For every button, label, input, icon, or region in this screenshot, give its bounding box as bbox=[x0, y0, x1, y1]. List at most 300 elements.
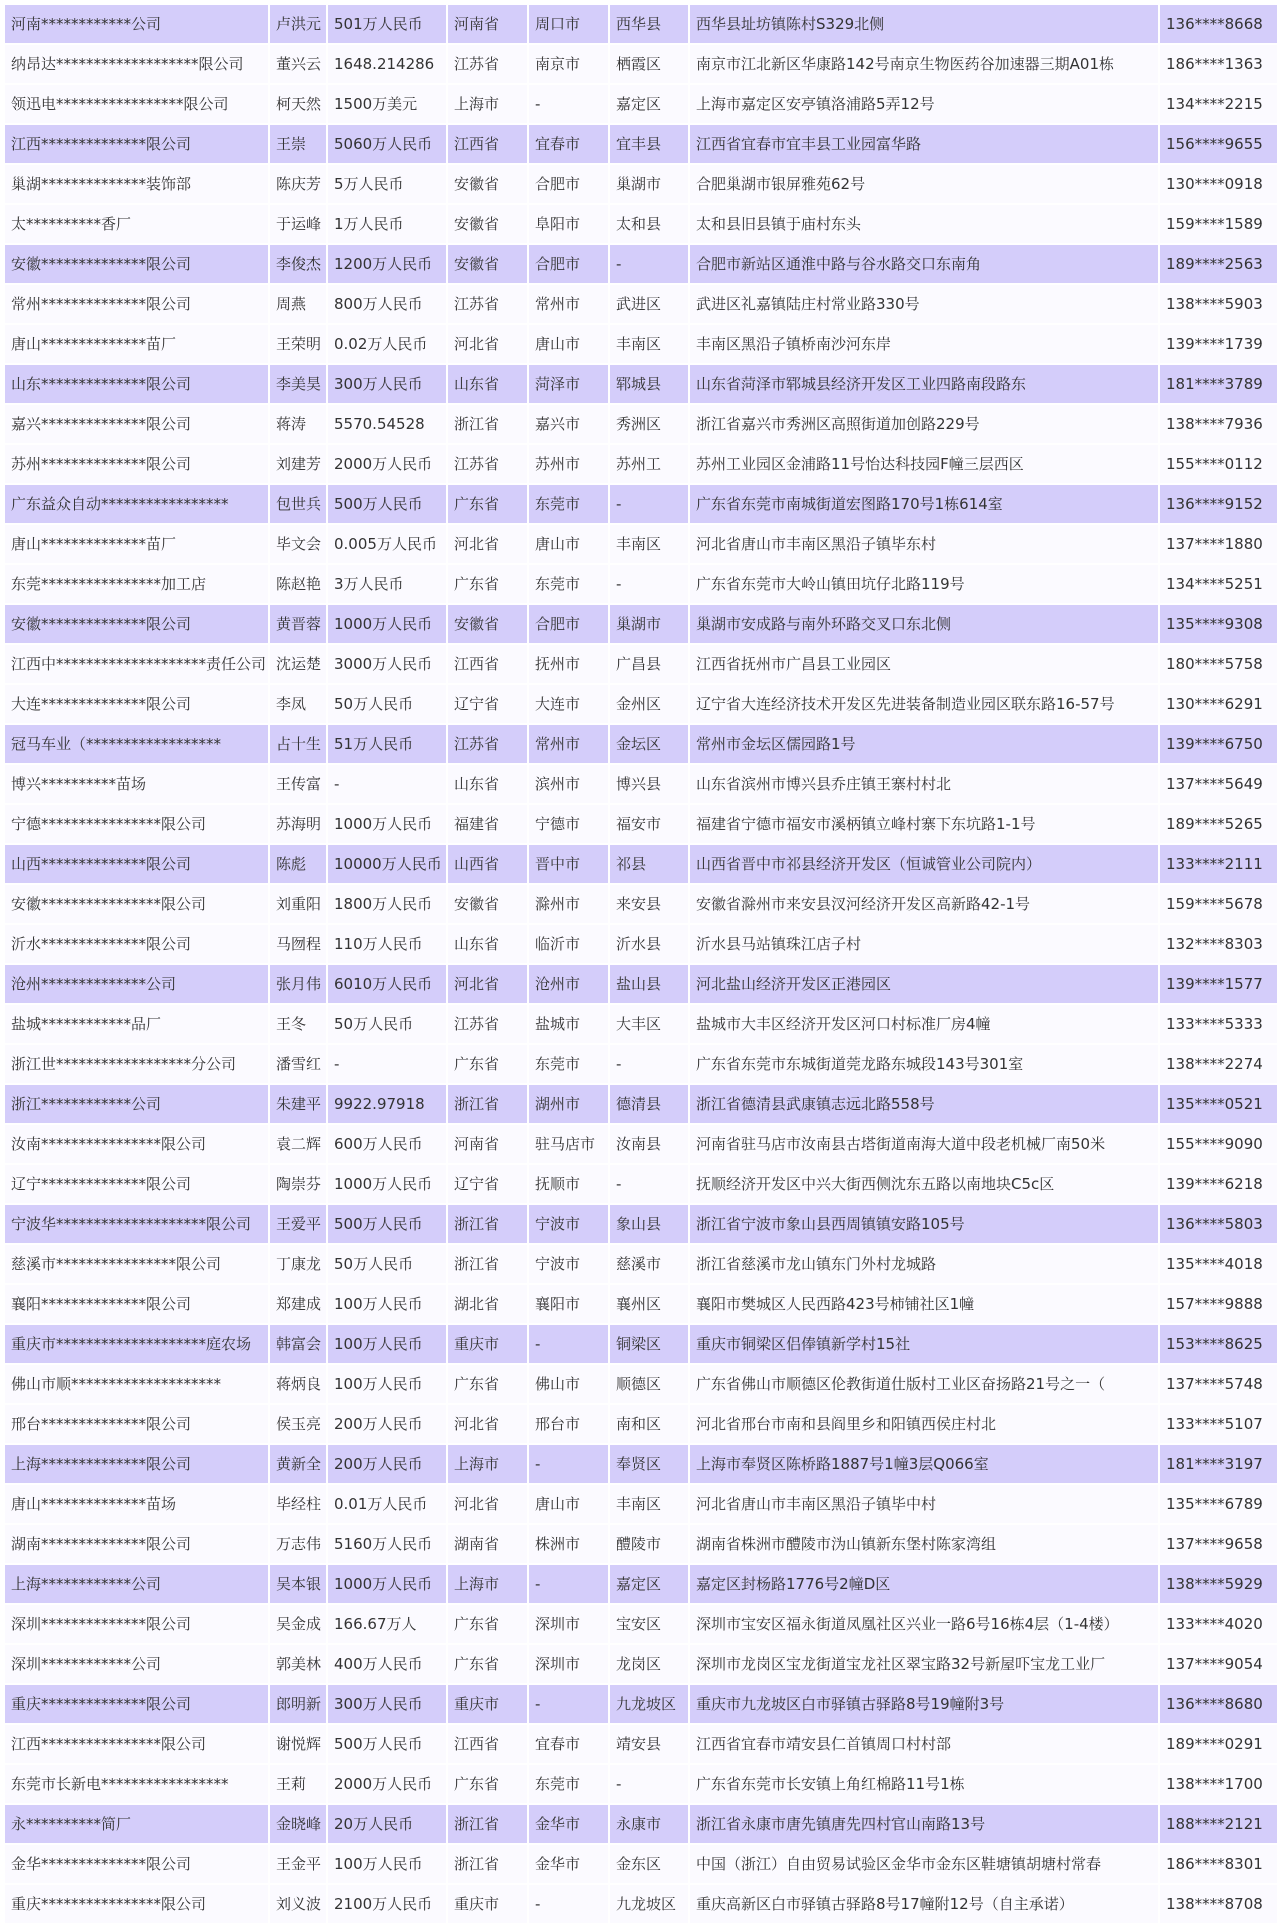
district-cell: 九龙坡区 bbox=[609, 1684, 689, 1724]
legal-representative-cell: 丁康龙 bbox=[269, 1244, 327, 1284]
registered-capital-cell: 1000万人民币 bbox=[327, 604, 447, 644]
address-cell: 广东省佛山市顺德区伦教街道仕版村工业区奋扬路21号之一（ bbox=[689, 1364, 1159, 1404]
address-cell: 重庆市九龙坡区白市驿镇古驿路8号19幢附3号 bbox=[689, 1684, 1159, 1724]
city-cell: 沧州市 bbox=[528, 964, 609, 1004]
city-cell: 驻马店市 bbox=[528, 1124, 609, 1164]
legal-representative-cell: 陈赵艳 bbox=[269, 564, 327, 604]
province-cell: 浙江省 bbox=[447, 1804, 528, 1844]
city-cell: 常州市 bbox=[528, 284, 609, 324]
company-name-cell: 邢台**************限公司 bbox=[4, 1404, 269, 1444]
province-cell: 广东省 bbox=[447, 1044, 528, 1084]
city-cell: - bbox=[528, 84, 609, 124]
city-cell: 宁波市 bbox=[528, 1204, 609, 1244]
table-row bbox=[4, 1724, 1278, 1764]
district-cell: 汝南县 bbox=[609, 1124, 689, 1164]
address-cell: 盐城市大丰区经济开发区河口村标准厂房4幢 bbox=[689, 1004, 1159, 1044]
address-cell: 襄阳市樊城区人民西路423号柿铺社区1幢 bbox=[689, 1284, 1159, 1324]
company-name-cell: 浙江世******************分公司 bbox=[4, 1044, 269, 1084]
company-name-cell: 永**********简厂 bbox=[4, 1804, 269, 1844]
table-body bbox=[4, 4, 1278, 1924]
province-cell: 辽宁省 bbox=[447, 684, 528, 724]
address-cell: 河北省邢台市南和县阎里乡和阳镇西侯庄村北 bbox=[689, 1404, 1159, 1444]
legal-representative-cell: 占十生 bbox=[269, 724, 327, 764]
address-cell: 重庆市铜梁区侣俸镇新学村15社 bbox=[689, 1324, 1159, 1364]
phone-cell: 133****5107 bbox=[1159, 1404, 1278, 1444]
city-cell: 盐城市 bbox=[528, 1004, 609, 1044]
district-cell: 来安县 bbox=[609, 884, 689, 924]
registered-capital-cell: 1000万人民币 bbox=[327, 804, 447, 844]
address-cell: 丰南区黑沿子镇桥南沙河东岸 bbox=[689, 324, 1159, 364]
province-cell: 江苏省 bbox=[447, 44, 528, 84]
address-cell: 深圳市宝安区福永街道凤凰社区兴业一路6号16栋4层（1-4楼） bbox=[689, 1604, 1159, 1644]
legal-representative-cell: 王金平 bbox=[269, 1844, 327, 1884]
district-cell: 南和区 bbox=[609, 1404, 689, 1444]
table-row bbox=[4, 1884, 1278, 1924]
city-cell: 唐山市 bbox=[528, 324, 609, 364]
address-cell: 山东省滨州市博兴县乔庄镇王寨村村北 bbox=[689, 764, 1159, 804]
registered-capital-cell: 110万人民币 bbox=[327, 924, 447, 964]
province-cell: 安徽省 bbox=[447, 604, 528, 644]
address-cell: 苏州工业园区金浦路11号怡达科技园F幢三层西区 bbox=[689, 444, 1159, 484]
address-cell: 江西省宜春市宜丰县工业园富华路 bbox=[689, 124, 1159, 164]
table-row bbox=[4, 484, 1278, 524]
city-cell: 滁州市 bbox=[528, 884, 609, 924]
company-name-cell: 江西****************限公司 bbox=[4, 1724, 269, 1764]
table-row bbox=[4, 724, 1278, 764]
district-cell: 永康市 bbox=[609, 1804, 689, 1844]
province-cell: 山东省 bbox=[447, 764, 528, 804]
company-name-cell: 上海************公司 bbox=[4, 1564, 269, 1604]
company-name-cell: 苏州**************限公司 bbox=[4, 444, 269, 484]
district-cell: 丰南区 bbox=[609, 1484, 689, 1524]
city-cell: 合肥市 bbox=[528, 244, 609, 284]
phone-cell: 130****0918 bbox=[1159, 164, 1278, 204]
table-row bbox=[4, 1564, 1278, 1604]
phone-cell: 137****1880 bbox=[1159, 524, 1278, 564]
district-cell: 祁县 bbox=[609, 844, 689, 884]
district-cell: 醴陵市 bbox=[609, 1524, 689, 1564]
phone-cell: 155****0112 bbox=[1159, 444, 1278, 484]
city-cell: 唐山市 bbox=[528, 1484, 609, 1524]
province-cell: 山东省 bbox=[447, 924, 528, 964]
company-name-cell: 唐山**************苗场 bbox=[4, 1484, 269, 1524]
province-cell: 广东省 bbox=[447, 484, 528, 524]
phone-cell: 153****8625 bbox=[1159, 1324, 1278, 1364]
province-cell: 江苏省 bbox=[447, 284, 528, 324]
city-cell: - bbox=[528, 1684, 609, 1724]
company-name-cell: 安徽**************限公司 bbox=[4, 604, 269, 644]
province-cell: 重庆市 bbox=[447, 1884, 528, 1924]
phone-cell: 135****0521 bbox=[1159, 1084, 1278, 1124]
city-cell: 襄阳市 bbox=[528, 1284, 609, 1324]
registered-capital-cell: 3万人民币 bbox=[327, 564, 447, 604]
phone-cell: 139****1739 bbox=[1159, 324, 1278, 364]
city-cell: 宁德市 bbox=[528, 804, 609, 844]
city-cell: 抚顺市 bbox=[528, 1164, 609, 1204]
legal-representative-cell: 毕文会 bbox=[269, 524, 327, 564]
legal-representative-cell: 蒋涛 bbox=[269, 404, 327, 444]
district-cell: 秀洲区 bbox=[609, 404, 689, 444]
district-cell: 九龙坡区 bbox=[609, 1884, 689, 1924]
registered-capital-cell: 300万人民币 bbox=[327, 1684, 447, 1724]
table-row bbox=[4, 644, 1278, 684]
company-name-cell: 领迅电*****************限公司 bbox=[4, 84, 269, 124]
registered-capital-cell: - bbox=[327, 764, 447, 804]
province-cell: 浙江省 bbox=[447, 1244, 528, 1284]
district-cell: 奉贤区 bbox=[609, 1444, 689, 1484]
registered-capital-cell: 100万人民币 bbox=[327, 1284, 447, 1324]
registered-capital-cell: 500万人民币 bbox=[327, 1724, 447, 1764]
company-name-cell: 东莞****************加工店 bbox=[4, 564, 269, 604]
table-row bbox=[4, 564, 1278, 604]
legal-representative-cell: 沈运楚 bbox=[269, 644, 327, 684]
phone-cell: 135****9308 bbox=[1159, 604, 1278, 644]
phone-cell: 157****9888 bbox=[1159, 1284, 1278, 1324]
legal-representative-cell: 张月伟 bbox=[269, 964, 327, 1004]
registered-capital-cell: 50万人民币 bbox=[327, 1004, 447, 1044]
table-row bbox=[4, 524, 1278, 564]
legal-representative-cell: 董兴云 bbox=[269, 44, 327, 84]
company-name-cell: 沧州**************公司 bbox=[4, 964, 269, 1004]
phone-cell: 138****1700 bbox=[1159, 1764, 1278, 1804]
table-row bbox=[4, 1684, 1278, 1724]
district-cell: 丰南区 bbox=[609, 524, 689, 564]
company-name-cell: 重庆****************限公司 bbox=[4, 1884, 269, 1924]
city-cell: 东莞市 bbox=[528, 1764, 609, 1804]
address-cell: 上海市奉贤区陈桥路1887号1幢3层Q066室 bbox=[689, 1444, 1159, 1484]
city-cell: 宁波市 bbox=[528, 1244, 609, 1284]
company-name-cell: 常州**************限公司 bbox=[4, 284, 269, 324]
province-cell: 山东省 bbox=[447, 364, 528, 404]
district-cell: - bbox=[609, 484, 689, 524]
address-cell: 合肥市新站区通淮中路与谷水路交口东南角 bbox=[689, 244, 1159, 284]
address-cell: 深圳市龙岗区宝龙街道宝龙社区翠宝路32号新屋吓宝龙工业厂 bbox=[689, 1644, 1159, 1684]
company-name-cell: 辽宁**************限公司 bbox=[4, 1164, 269, 1204]
legal-representative-cell: 郎明新 bbox=[269, 1684, 327, 1724]
district-cell: - bbox=[609, 1164, 689, 1204]
phone-cell: 186****1363 bbox=[1159, 44, 1278, 84]
company-name-cell: 汝南****************限公司 bbox=[4, 1124, 269, 1164]
table-row bbox=[4, 1844, 1278, 1884]
registered-capital-cell: 2000万人民币 bbox=[327, 444, 447, 484]
table-row bbox=[4, 1164, 1278, 1204]
company-name-cell: 安徽****************限公司 bbox=[4, 884, 269, 924]
province-cell: 江苏省 bbox=[447, 444, 528, 484]
district-cell: 丰南区 bbox=[609, 324, 689, 364]
city-cell: 滨州市 bbox=[528, 764, 609, 804]
legal-representative-cell: 陶崇芬 bbox=[269, 1164, 327, 1204]
district-cell: 金州区 bbox=[609, 684, 689, 724]
registered-capital-cell: 5060万人民币 bbox=[327, 124, 447, 164]
address-cell: 广东省东莞市南城街道宏图路170号1栋614室 bbox=[689, 484, 1159, 524]
city-cell: 菏泽市 bbox=[528, 364, 609, 404]
company-name-cell: 盐城************品厂 bbox=[4, 1004, 269, 1044]
district-cell: 福安市 bbox=[609, 804, 689, 844]
table-row bbox=[4, 1084, 1278, 1124]
registered-capital-cell: 9922.97918 bbox=[327, 1084, 447, 1124]
address-cell: 浙江省宁波市象山县西周镇镇安路105号 bbox=[689, 1204, 1159, 1244]
city-cell: 金华市 bbox=[528, 1844, 609, 1884]
district-cell: - bbox=[609, 1764, 689, 1804]
phone-cell: 137****5649 bbox=[1159, 764, 1278, 804]
registered-capital-cell: 5160万人民币 bbox=[327, 1524, 447, 1564]
address-cell: 广东省东莞市东城街道莞龙路东城段143号301室 bbox=[689, 1044, 1159, 1084]
table-row bbox=[4, 124, 1278, 164]
table-row bbox=[4, 1444, 1278, 1484]
district-cell: - bbox=[609, 1044, 689, 1084]
district-cell: 盐山县 bbox=[609, 964, 689, 1004]
address-cell: 湖南省株洲市醴陵市沩山镇新东堡村陈家湾组 bbox=[689, 1524, 1159, 1564]
company-name-cell: 襄阳**************限公司 bbox=[4, 1284, 269, 1324]
city-cell: 南京市 bbox=[528, 44, 609, 84]
legal-representative-cell: 王荣明 bbox=[269, 324, 327, 364]
address-cell: 福建省宁德市福安市溪柄镇立峰村寨下东坑路1-1号 bbox=[689, 804, 1159, 844]
phone-cell: 180****5758 bbox=[1159, 644, 1278, 684]
legal-representative-cell: 谢悦辉 bbox=[269, 1724, 327, 1764]
city-cell: 阜阳市 bbox=[528, 204, 609, 244]
legal-representative-cell: 于运峰 bbox=[269, 204, 327, 244]
phone-cell: 138****8708 bbox=[1159, 1884, 1278, 1924]
registered-capital-cell: 1000万人民币 bbox=[327, 1164, 447, 1204]
province-cell: 安徽省 bbox=[447, 164, 528, 204]
province-cell: 广东省 bbox=[447, 1364, 528, 1404]
company-name-cell: 嘉兴**************限公司 bbox=[4, 404, 269, 444]
table-row bbox=[4, 1524, 1278, 1564]
table-row bbox=[4, 204, 1278, 244]
address-cell: 浙江省嘉兴市秀洲区高照街道加创路229号 bbox=[689, 404, 1159, 444]
company-name-cell: 宁德****************限公司 bbox=[4, 804, 269, 844]
address-cell: 浙江省慈溪市龙山镇东门外村龙城路 bbox=[689, 1244, 1159, 1284]
registered-capital-cell: 500万人民币 bbox=[327, 484, 447, 524]
table-row bbox=[4, 364, 1278, 404]
company-name-cell: 深圳**************限公司 bbox=[4, 1604, 269, 1644]
province-cell: 湖南省 bbox=[447, 1524, 528, 1564]
phone-cell: 189****0291 bbox=[1159, 1724, 1278, 1764]
table-row bbox=[4, 1324, 1278, 1364]
registered-capital-cell: 300万人民币 bbox=[327, 364, 447, 404]
city-cell: - bbox=[528, 1564, 609, 1604]
district-cell: 宝安区 bbox=[609, 1604, 689, 1644]
province-cell: 河北省 bbox=[447, 324, 528, 364]
city-cell: 宜春市 bbox=[528, 1724, 609, 1764]
phone-cell: 139****6218 bbox=[1159, 1164, 1278, 1204]
province-cell: 浙江省 bbox=[447, 1084, 528, 1124]
registered-capital-cell: 400万人民币 bbox=[327, 1644, 447, 1684]
address-cell: 常州市金坛区儒园路1号 bbox=[689, 724, 1159, 764]
address-cell: 河北省唐山市丰南区黑沿子镇毕中村 bbox=[689, 1484, 1159, 1524]
address-cell: 嘉定区封杨路1776号2幢D区 bbox=[689, 1564, 1159, 1604]
legal-representative-cell: 李美昊 bbox=[269, 364, 327, 404]
legal-representative-cell: 万志伟 bbox=[269, 1524, 327, 1564]
registered-capital-cell: 1648.214286 bbox=[327, 44, 447, 84]
registered-capital-cell: 100万人民币 bbox=[327, 1364, 447, 1404]
district-cell: 巢湖市 bbox=[609, 164, 689, 204]
company-name-cell: 太**********香厂 bbox=[4, 204, 269, 244]
company-name-cell: 重庆**************限公司 bbox=[4, 1684, 269, 1724]
district-cell: - bbox=[609, 564, 689, 604]
table-row bbox=[4, 924, 1278, 964]
address-cell: 江西省抚州市广昌县工业园区 bbox=[689, 644, 1159, 684]
province-cell: 浙江省 bbox=[447, 1204, 528, 1244]
city-cell: - bbox=[528, 1444, 609, 1484]
company-name-cell: 江西中********************责任公司 bbox=[4, 644, 269, 684]
company-name-cell: 湖南**************限公司 bbox=[4, 1524, 269, 1564]
registered-capital-cell: 1200万人民币 bbox=[327, 244, 447, 284]
legal-representative-cell: 金晓峰 bbox=[269, 1804, 327, 1844]
address-cell: 合肥巢湖市银屏雅苑62号 bbox=[689, 164, 1159, 204]
province-cell: 安徽省 bbox=[447, 244, 528, 284]
district-cell: 嘉定区 bbox=[609, 1564, 689, 1604]
address-cell: 重庆高新区白市驿镇古驿路8号17幢附12号（自主承诺） bbox=[689, 1884, 1159, 1924]
table-row bbox=[4, 884, 1278, 924]
address-cell: 浙江省永康市唐先镇唐先四村官山南路13号 bbox=[689, 1804, 1159, 1844]
table-row bbox=[4, 44, 1278, 84]
phone-cell: 135****6789 bbox=[1159, 1484, 1278, 1524]
district-cell: 苏州工 bbox=[609, 444, 689, 484]
company-name-cell: 金华**************限公司 bbox=[4, 1844, 269, 1884]
province-cell: 浙江省 bbox=[447, 404, 528, 444]
table-row bbox=[4, 1604, 1278, 1644]
table-row bbox=[4, 1004, 1278, 1044]
table-row bbox=[4, 1244, 1278, 1284]
phone-cell: 133****5333 bbox=[1159, 1004, 1278, 1044]
table-row bbox=[4, 84, 1278, 124]
phone-cell: 181****3789 bbox=[1159, 364, 1278, 404]
table-row bbox=[4, 1284, 1278, 1324]
city-cell: 大连市 bbox=[528, 684, 609, 724]
district-cell: 宜丰县 bbox=[609, 124, 689, 164]
address-cell: 河北省唐山市丰南区黑沿子镇毕东村 bbox=[689, 524, 1159, 564]
phone-cell: 156****9655 bbox=[1159, 124, 1278, 164]
legal-representative-cell: 毕经柱 bbox=[269, 1484, 327, 1524]
legal-representative-cell: 王传富 bbox=[269, 764, 327, 804]
province-cell: 河北省 bbox=[447, 524, 528, 564]
address-cell: 广东省东莞市长安镇上角红棉路11号1栋 bbox=[689, 1764, 1159, 1804]
legal-representative-cell: 袁二辉 bbox=[269, 1124, 327, 1164]
city-cell: 深圳市 bbox=[528, 1644, 609, 1684]
phone-cell: 133****2111 bbox=[1159, 844, 1278, 884]
district-cell: 铜梁区 bbox=[609, 1324, 689, 1364]
phone-cell: 138****7936 bbox=[1159, 404, 1278, 444]
table-row bbox=[4, 1804, 1278, 1844]
city-cell: 嘉兴市 bbox=[528, 404, 609, 444]
company-table bbox=[3, 3, 1279, 1925]
legal-representative-cell: 王崇 bbox=[269, 124, 327, 164]
district-cell: - bbox=[609, 244, 689, 284]
province-cell: 河北省 bbox=[447, 1484, 528, 1524]
registered-capital-cell: - bbox=[327, 1044, 447, 1084]
province-cell: 安徽省 bbox=[447, 884, 528, 924]
registered-capital-cell: 800万人民币 bbox=[327, 284, 447, 324]
province-cell: 广东省 bbox=[447, 1644, 528, 1684]
phone-cell: 189****2563 bbox=[1159, 244, 1278, 284]
table-row bbox=[4, 1404, 1278, 1444]
city-cell: 宜春市 bbox=[528, 124, 609, 164]
legal-representative-cell: 卢洪元 bbox=[269, 4, 327, 44]
legal-representative-cell: 马囫程 bbox=[269, 924, 327, 964]
phone-cell: 137****9054 bbox=[1159, 1644, 1278, 1684]
table-row bbox=[4, 964, 1278, 1004]
phone-cell: 139****1577 bbox=[1159, 964, 1278, 1004]
address-cell: 江西省宜春市靖安县仁首镇周口村村部 bbox=[689, 1724, 1159, 1764]
province-cell: 重庆市 bbox=[447, 1324, 528, 1364]
company-name-cell: 深圳************公司 bbox=[4, 1644, 269, 1684]
legal-representative-cell: 吴本银 bbox=[269, 1564, 327, 1604]
legal-representative-cell: 黄晋蓉 bbox=[269, 604, 327, 644]
company-name-cell: 广东益众自动***************** bbox=[4, 484, 269, 524]
registered-capital-cell: 10000万人民币 bbox=[327, 844, 447, 884]
phone-cell: 155****9090 bbox=[1159, 1124, 1278, 1164]
company-name-cell: 江西**************限公司 bbox=[4, 124, 269, 164]
province-cell: 重庆市 bbox=[447, 1684, 528, 1724]
phone-cell: 189****5265 bbox=[1159, 804, 1278, 844]
address-cell: 武进区礼嘉镇陆庄村常业路330号 bbox=[689, 284, 1159, 324]
registered-capital-cell: 1000万人民币 bbox=[327, 1564, 447, 1604]
registered-capital-cell: 166.67万人 bbox=[327, 1604, 447, 1644]
district-cell: 武进区 bbox=[609, 284, 689, 324]
table-row bbox=[4, 1044, 1278, 1084]
city-cell: 苏州市 bbox=[528, 444, 609, 484]
address-cell: 太和县旧县镇于庙村东头 bbox=[689, 204, 1159, 244]
address-cell: 河北盐山经济开发区正港园区 bbox=[689, 964, 1159, 1004]
table-row bbox=[4, 404, 1278, 444]
legal-representative-cell: 苏海明 bbox=[269, 804, 327, 844]
phone-cell: 130****6291 bbox=[1159, 684, 1278, 724]
legal-representative-cell: 朱建平 bbox=[269, 1084, 327, 1124]
legal-representative-cell: 王莉 bbox=[269, 1764, 327, 1804]
province-cell: 上海市 bbox=[447, 84, 528, 124]
registered-capital-cell: 51万人民币 bbox=[327, 724, 447, 764]
registered-capital-cell: 0.005万人民币 bbox=[327, 524, 447, 564]
city-cell: 邢台市 bbox=[528, 1404, 609, 1444]
company-name-cell: 安徽**************限公司 bbox=[4, 244, 269, 284]
table-row bbox=[4, 1484, 1278, 1524]
district-cell: 栖霞区 bbox=[609, 44, 689, 84]
city-cell: 常州市 bbox=[528, 724, 609, 764]
address-cell: 山东省菏泽市郓城县经济开发区工业四路南段路东 bbox=[689, 364, 1159, 404]
address-cell: 河南省驻马店市汝南县古塔街道南海大道中段老机械厂南50米 bbox=[689, 1124, 1159, 1164]
district-cell: 西华县 bbox=[609, 4, 689, 44]
legal-representative-cell: 刘义波 bbox=[269, 1884, 327, 1924]
table-row bbox=[4, 1124, 1278, 1164]
company-name-cell: 宁波华********************限公司 bbox=[4, 1204, 269, 1244]
district-cell: 靖安县 bbox=[609, 1724, 689, 1764]
province-cell: 上海市 bbox=[447, 1564, 528, 1604]
province-cell: 上海市 bbox=[447, 1444, 528, 1484]
address-cell: 上海市嘉定区安亭镇洛浦路5弄12号 bbox=[689, 84, 1159, 124]
address-cell: 广东省东莞市大岭山镇田坑仔北路119号 bbox=[689, 564, 1159, 604]
legal-representative-cell: 潘雪红 bbox=[269, 1044, 327, 1084]
province-cell: 广东省 bbox=[447, 1604, 528, 1644]
legal-representative-cell: 郭美林 bbox=[269, 1644, 327, 1684]
legal-representative-cell: 包世兵 bbox=[269, 484, 327, 524]
district-cell: 象山县 bbox=[609, 1204, 689, 1244]
province-cell: 河南省 bbox=[447, 4, 528, 44]
table-row bbox=[4, 1764, 1278, 1804]
address-cell: 西华县址坊镇陈村S329北侧 bbox=[689, 4, 1159, 44]
district-cell: 襄州区 bbox=[609, 1284, 689, 1324]
phone-cell: 136****5803 bbox=[1159, 1204, 1278, 1244]
province-cell: 广东省 bbox=[447, 564, 528, 604]
address-cell: 巢湖市安成路与南外环路交叉口东北侧 bbox=[689, 604, 1159, 644]
province-cell: 山西省 bbox=[447, 844, 528, 884]
address-cell: 山西省晋中市祁县经济开发区（恒诚管业公司院内） bbox=[689, 844, 1159, 884]
legal-representative-cell: 李俊杰 bbox=[269, 244, 327, 284]
district-cell: 博兴县 bbox=[609, 764, 689, 804]
company-name-cell: 河南************公司 bbox=[4, 4, 269, 44]
phone-cell: 135****4018 bbox=[1159, 1244, 1278, 1284]
registered-capital-cell: 500万人民币 bbox=[327, 1204, 447, 1244]
